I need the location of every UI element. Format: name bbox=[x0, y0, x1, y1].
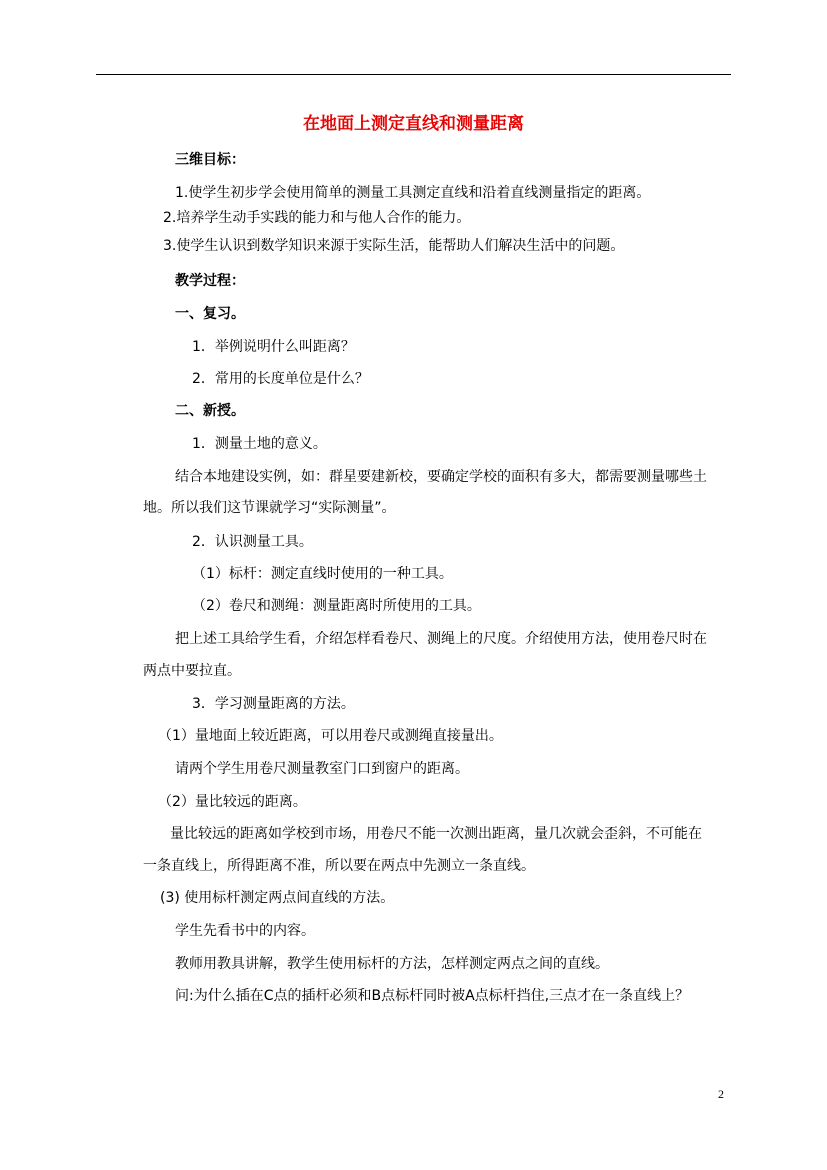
heading-new-lesson: 二、新授。 bbox=[175, 403, 245, 419]
objective-2: 2.培养学生动手实践的能力和与他人合作的能力。 bbox=[163, 210, 471, 226]
question-line: 问:为什么插在C点的插杆必须和B点标杆同时被A点标杆挡住,三点才在一条直线上？ bbox=[175, 988, 690, 1004]
paragraph-line: 量比较远的距离如学校到市场，用卷尺不能一次测出距离，量几次就会歪斜，不可能在 bbox=[170, 826, 702, 842]
paragraph-line: 一条直线上，所得距离不准，所以要在两点中先测立一条直线。 bbox=[143, 858, 535, 874]
page-number: 2 bbox=[718, 1087, 724, 1101]
method-item-2: （2）量比较远的距离。 bbox=[158, 794, 307, 810]
paragraph-line: 把上述工具给学生看，介绍怎样看卷尺、测绳上的尺度。介绍使用方法，使用卷尺时在 bbox=[175, 631, 707, 647]
objective-1: 1.使学生初步学会使用简单的测量工具测定直线和沿着直线测量指定的距离。 bbox=[175, 185, 651, 201]
header-rule bbox=[96, 74, 731, 75]
heading-process: 教学过程： bbox=[175, 273, 245, 289]
tool-item-2: （2）卷尺和测绳：测量距离时所使用的工具。 bbox=[192, 598, 481, 614]
tool-item-1: （1）标杆：测定直线时使用的一种工具。 bbox=[192, 566, 453, 582]
paragraph-line: 结合本地建设实例，如：群星要建新校，要确定学校的面积有多大，都需要测量哪些土 bbox=[175, 469, 707, 485]
section-2-heading: 2．认识测量工具。 bbox=[192, 534, 313, 550]
heading-review: 一、复习。 bbox=[175, 306, 245, 322]
heading-objectives: 三维目标： bbox=[175, 152, 245, 168]
paragraph-line: 地。所以我们这节课就学习“实际测量”。 bbox=[143, 500, 396, 516]
paragraph-line: 请两个学生用卷尺测量教室门口到窗户的距离。 bbox=[175, 761, 469, 777]
document-title: 在地面上测定直线和测量距离 bbox=[303, 114, 524, 134]
section-1-heading: 1．测量土地的意义。 bbox=[192, 436, 327, 452]
review-item-1: 1．举例说明什么叫距离？ bbox=[192, 339, 355, 355]
method-item-1: （1）量地面上较近距离，可以用卷尺或测绳直接量出。 bbox=[158, 728, 503, 744]
paragraph-line: 两点中要拉直。 bbox=[143, 663, 241, 679]
method-item-3: (3) 使用标杆测定两点间直线的方法。 bbox=[160, 890, 395, 906]
section-3-heading: 3．学习测量距离的方法。 bbox=[192, 696, 355, 712]
review-item-2: 2．常用的长度单位是什么？ bbox=[192, 371, 369, 387]
paragraph-line: 学生先看书中的内容。 bbox=[175, 923, 315, 939]
paragraph-line: 教师用教具讲解，教学生使用标杆的方法，怎样测定两点之间的直线。 bbox=[175, 956, 609, 972]
objective-3: 3.使学生认识到数学知识来源于实际生活，能帮助人们解决生活中的问题。 bbox=[163, 238, 625, 254]
